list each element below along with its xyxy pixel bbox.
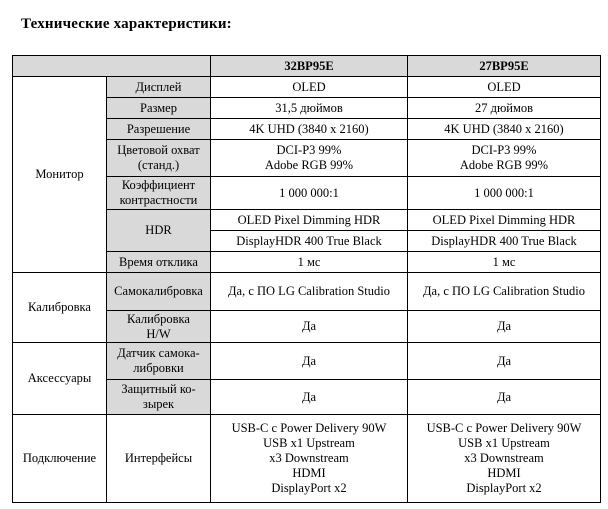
row-label-selfcal: Самокалибровка: [107, 273, 211, 311]
cell-gamut-m2: [408, 140, 601, 177]
cell-display-m1: OLED: [211, 77, 408, 98]
cell-hwcal-m1: Да: [211, 311, 408, 343]
row-label-interfaces: Интерфейсы: [107, 415, 211, 503]
cell-response-m1: 1 мс: [211, 252, 408, 273]
table-row: [13, 273, 601, 311]
cell-contrast-m2: 1 000 000:1: [408, 177, 601, 210]
model-header-1: 32BP95E: [211, 56, 408, 77]
row-label-contrast: [107, 177, 211, 210]
group-connection: Подключение: [13, 415, 107, 503]
cell-gamut-m2-line1: DCI-P3 99%: [471, 143, 537, 157]
cell-interfaces-m1-line: USB-C с Power Delivery 90W: [231, 421, 387, 435]
row-label-hwcal-line1: Калибровка: [127, 311, 190, 326]
cell-response-m2: 1 мс: [408, 252, 601, 273]
cell-sensor-m1: Да: [211, 343, 408, 380]
row-label-gamut-line2: (станд.): [137, 158, 180, 172]
cell-hdr-m1-1: OLED Pixel Dimming HDR: [211, 210, 408, 231]
row-label-size: Размер: [107, 98, 211, 119]
cell-contrast-m1: 1 000 000:1: [211, 177, 408, 210]
row-label-hood-line2: зырек: [142, 397, 175, 411]
cell-hood-m2: Да: [408, 380, 601, 415]
cell-gamut-m2-line2: Adobe RGB 99%: [459, 158, 549, 172]
row-label-hwcal-line2: H/W: [146, 326, 171, 341]
cell-interfaces-m2-line: USB x1 Upstream: [458, 436, 550, 450]
cell-sensor-m2: Да: [408, 343, 601, 380]
cell-resolution-m2: 4K UHD (3840 x 2160): [408, 119, 601, 140]
cell-hdr-m2-1: OLED Pixel Dimming HDR: [408, 210, 601, 231]
cell-hood-m1: Да: [211, 380, 408, 415]
row-label-gamut-line1: Цветовой охват: [117, 143, 200, 157]
row-label-hood-line1: Защитный ко-: [121, 382, 196, 396]
group-accessories: Аксессуары: [13, 343, 107, 415]
row-label-gamut: [107, 140, 211, 177]
cell-selfcal-m2: Да, с ПО LG Calibration Studio: [408, 273, 601, 311]
model-header-2: 27BP95E: [408, 56, 601, 77]
cell-display-m2: OLED: [408, 77, 601, 98]
table-row: [13, 343, 601, 380]
cell-interfaces-m2-line: DisplayPort x2: [466, 481, 542, 495]
cell-size-m1: 31,5 дюймов: [211, 98, 408, 119]
cell-interfaces-m1-line: USB x1 Upstream: [263, 436, 355, 450]
table-row: [13, 415, 601, 503]
cell-interfaces-m1-line: DisplayPort x2: [271, 481, 347, 495]
cell-gamut-m1-line2: Adobe RGB 99%: [264, 158, 354, 172]
cell-gamut-m1: [211, 140, 408, 177]
spec-table: [12, 55, 601, 503]
header-row: [13, 56, 601, 77]
cell-interfaces-m2-line: USB-C с Power Delivery 90W: [426, 421, 582, 435]
cell-interfaces-m2-line: HDMI: [487, 466, 521, 480]
cell-gamut-m1-line1: DCI-P3 99%: [276, 143, 342, 157]
cell-interfaces-m1-line: x3 Downstream: [269, 451, 349, 465]
cell-selfcal-m1: Да, с ПО LG Calibration Studio: [211, 273, 408, 311]
row-label-resolution: Разрешение: [107, 119, 211, 140]
row-label-display: Дисплей: [107, 77, 211, 98]
page-title: Технические характеристики:: [21, 16, 232, 32]
cell-interfaces-m1: [211, 415, 408, 503]
group-monitor: Монитор: [13, 77, 107, 273]
cell-hdr-m1-2: DisplayHDR 400 True Black: [211, 231, 408, 252]
cell-interfaces-m2-line: x3 Downstream: [464, 451, 544, 465]
row-label-hwcal: [107, 311, 211, 343]
row-label-contrast-line2: контрастности: [119, 193, 198, 207]
cell-interfaces-m2: [408, 415, 601, 503]
cell-resolution-m1: 4K UHD (3840 x 2160): [211, 119, 408, 140]
cell-size-m2: 27 дюймов: [408, 98, 601, 119]
header-blank-cell: [13, 56, 211, 77]
row-label-sensor-line2: либровки: [133, 361, 184, 375]
cell-hdr-m2-2: DisplayHDR 400 True Black: [408, 231, 601, 252]
group-calibration: Калибровка: [13, 273, 107, 343]
row-label-hdr: HDR: [107, 210, 211, 252]
cell-interfaces-m1-line: HDMI: [292, 466, 326, 480]
row-label-sensor: [107, 343, 211, 380]
row-label-contrast-line1: Коэффициент: [121, 178, 196, 192]
row-label-sensor-line1: Датчик самока-: [117, 346, 200, 360]
cell-hwcal-m2: Да: [408, 311, 601, 343]
row-label-response: Время отклика: [107, 252, 211, 273]
row-label-hood: [107, 380, 211, 415]
table-row: [13, 77, 601, 98]
